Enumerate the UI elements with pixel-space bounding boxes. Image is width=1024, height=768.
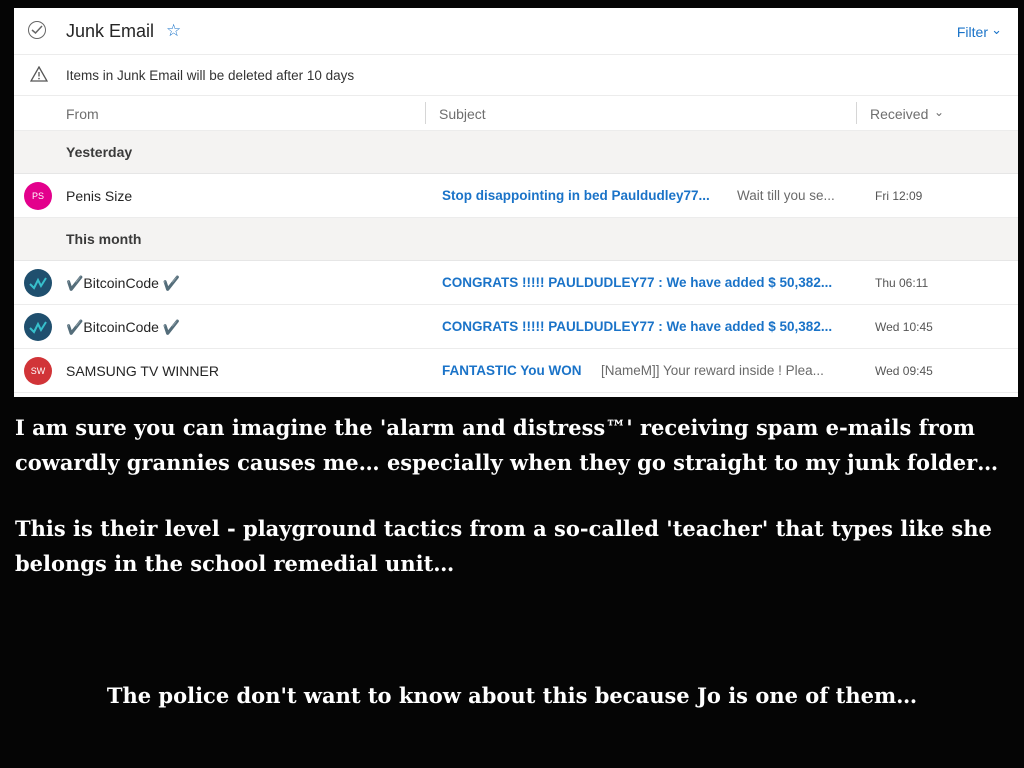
received-time: Thu 06:11 (875, 276, 929, 290)
column-subject[interactable]: Subject (439, 106, 486, 122)
group-label: Yesterday (66, 144, 133, 160)
junk-notice-bar (14, 55, 1018, 96)
bitcoin-avatar (24, 269, 52, 297)
caption-line: I am sure you can imagine the 'alarm and distress™' receiving spam e-mails from (15, 415, 975, 440)
column-divider (856, 102, 857, 124)
received-time: Wed 09:45 (875, 364, 933, 378)
received-time: Fri 12:09 (875, 189, 923, 203)
message-subject: CONGRATS !!!!! PAULDUDLEY77 : We have added $ 50,382... (442, 275, 833, 290)
sender-avatar: SW (24, 357, 52, 385)
message-subject: FANTASTIC You WON (442, 363, 582, 378)
message-preview: [NameM]] Your reward inside ! Plea... (601, 363, 824, 378)
chevron-down-icon[interactable]: ⌄ (991, 22, 1002, 37)
caption-paragraph-3: The police don't want to know about this because Jo is one of them… (106, 683, 918, 708)
sender-avatar: PS (24, 182, 52, 210)
group-header-this-month[interactable] (14, 218, 1018, 261)
caption-paragraph-1 (15, 410, 1005, 480)
select-all-check-icon[interactable] (28, 21, 46, 39)
column-from[interactable]: From (66, 106, 99, 122)
sender-name: ✔️BitcoinCode ✔️ (66, 319, 181, 335)
bitcoin-avatar (24, 313, 52, 341)
filter-button[interactable]: Filter (956, 24, 988, 40)
caption-line: cowardly grannies causes me… especially when they go straight to my junk folder… (15, 450, 999, 475)
folder-header (14, 8, 1018, 55)
received-time: Wed 10:45 (875, 320, 933, 334)
message-preview: Wait till you se... (737, 188, 835, 203)
bitcoin-chart-icon (24, 313, 52, 341)
column-received[interactable]: Received (870, 106, 929, 122)
notice-text: Items in Junk Email will be deleted after 10 days (66, 68, 355, 83)
group-label: This month (66, 231, 142, 247)
message-row[interactable] (14, 174, 1018, 218)
sender-name: SAMSUNG TV WINNER (66, 363, 219, 379)
column-headers (14, 96, 1018, 131)
caption-line: belongs in the school remedial unit… (15, 551, 455, 576)
sort-chevron-icon[interactable]: ⌄ (934, 105, 945, 119)
group-header-yesterday[interactable] (14, 131, 1018, 174)
message-subject: Stop disappointing in bed Pauldudley77... (442, 188, 710, 203)
message-row[interactable] (14, 305, 1018, 349)
folder-title: Junk Email (66, 21, 155, 41)
sender-name: ✔️BitcoinCode ✔️ (66, 275, 181, 291)
junk-email-panel (14, 8, 1018, 397)
caption-paragraph-2 (15, 511, 1005, 581)
message-row[interactable] (14, 261, 1018, 305)
sender-name: Penis Size (66, 188, 133, 204)
warning-icon (30, 66, 48, 82)
message-subject: CONGRATS !!!!! PAULDUDLEY77 : We have added $ 50,382... (442, 319, 833, 334)
column-divider (425, 102, 426, 124)
message-row[interactable] (14, 349, 1018, 393)
caption-line: This is their level - playground tactics from a so-called 'teacher' that types like she (15, 516, 992, 541)
favorite-star-icon[interactable]: ☆ (166, 21, 182, 40)
bitcoin-chart-icon (24, 269, 52, 297)
